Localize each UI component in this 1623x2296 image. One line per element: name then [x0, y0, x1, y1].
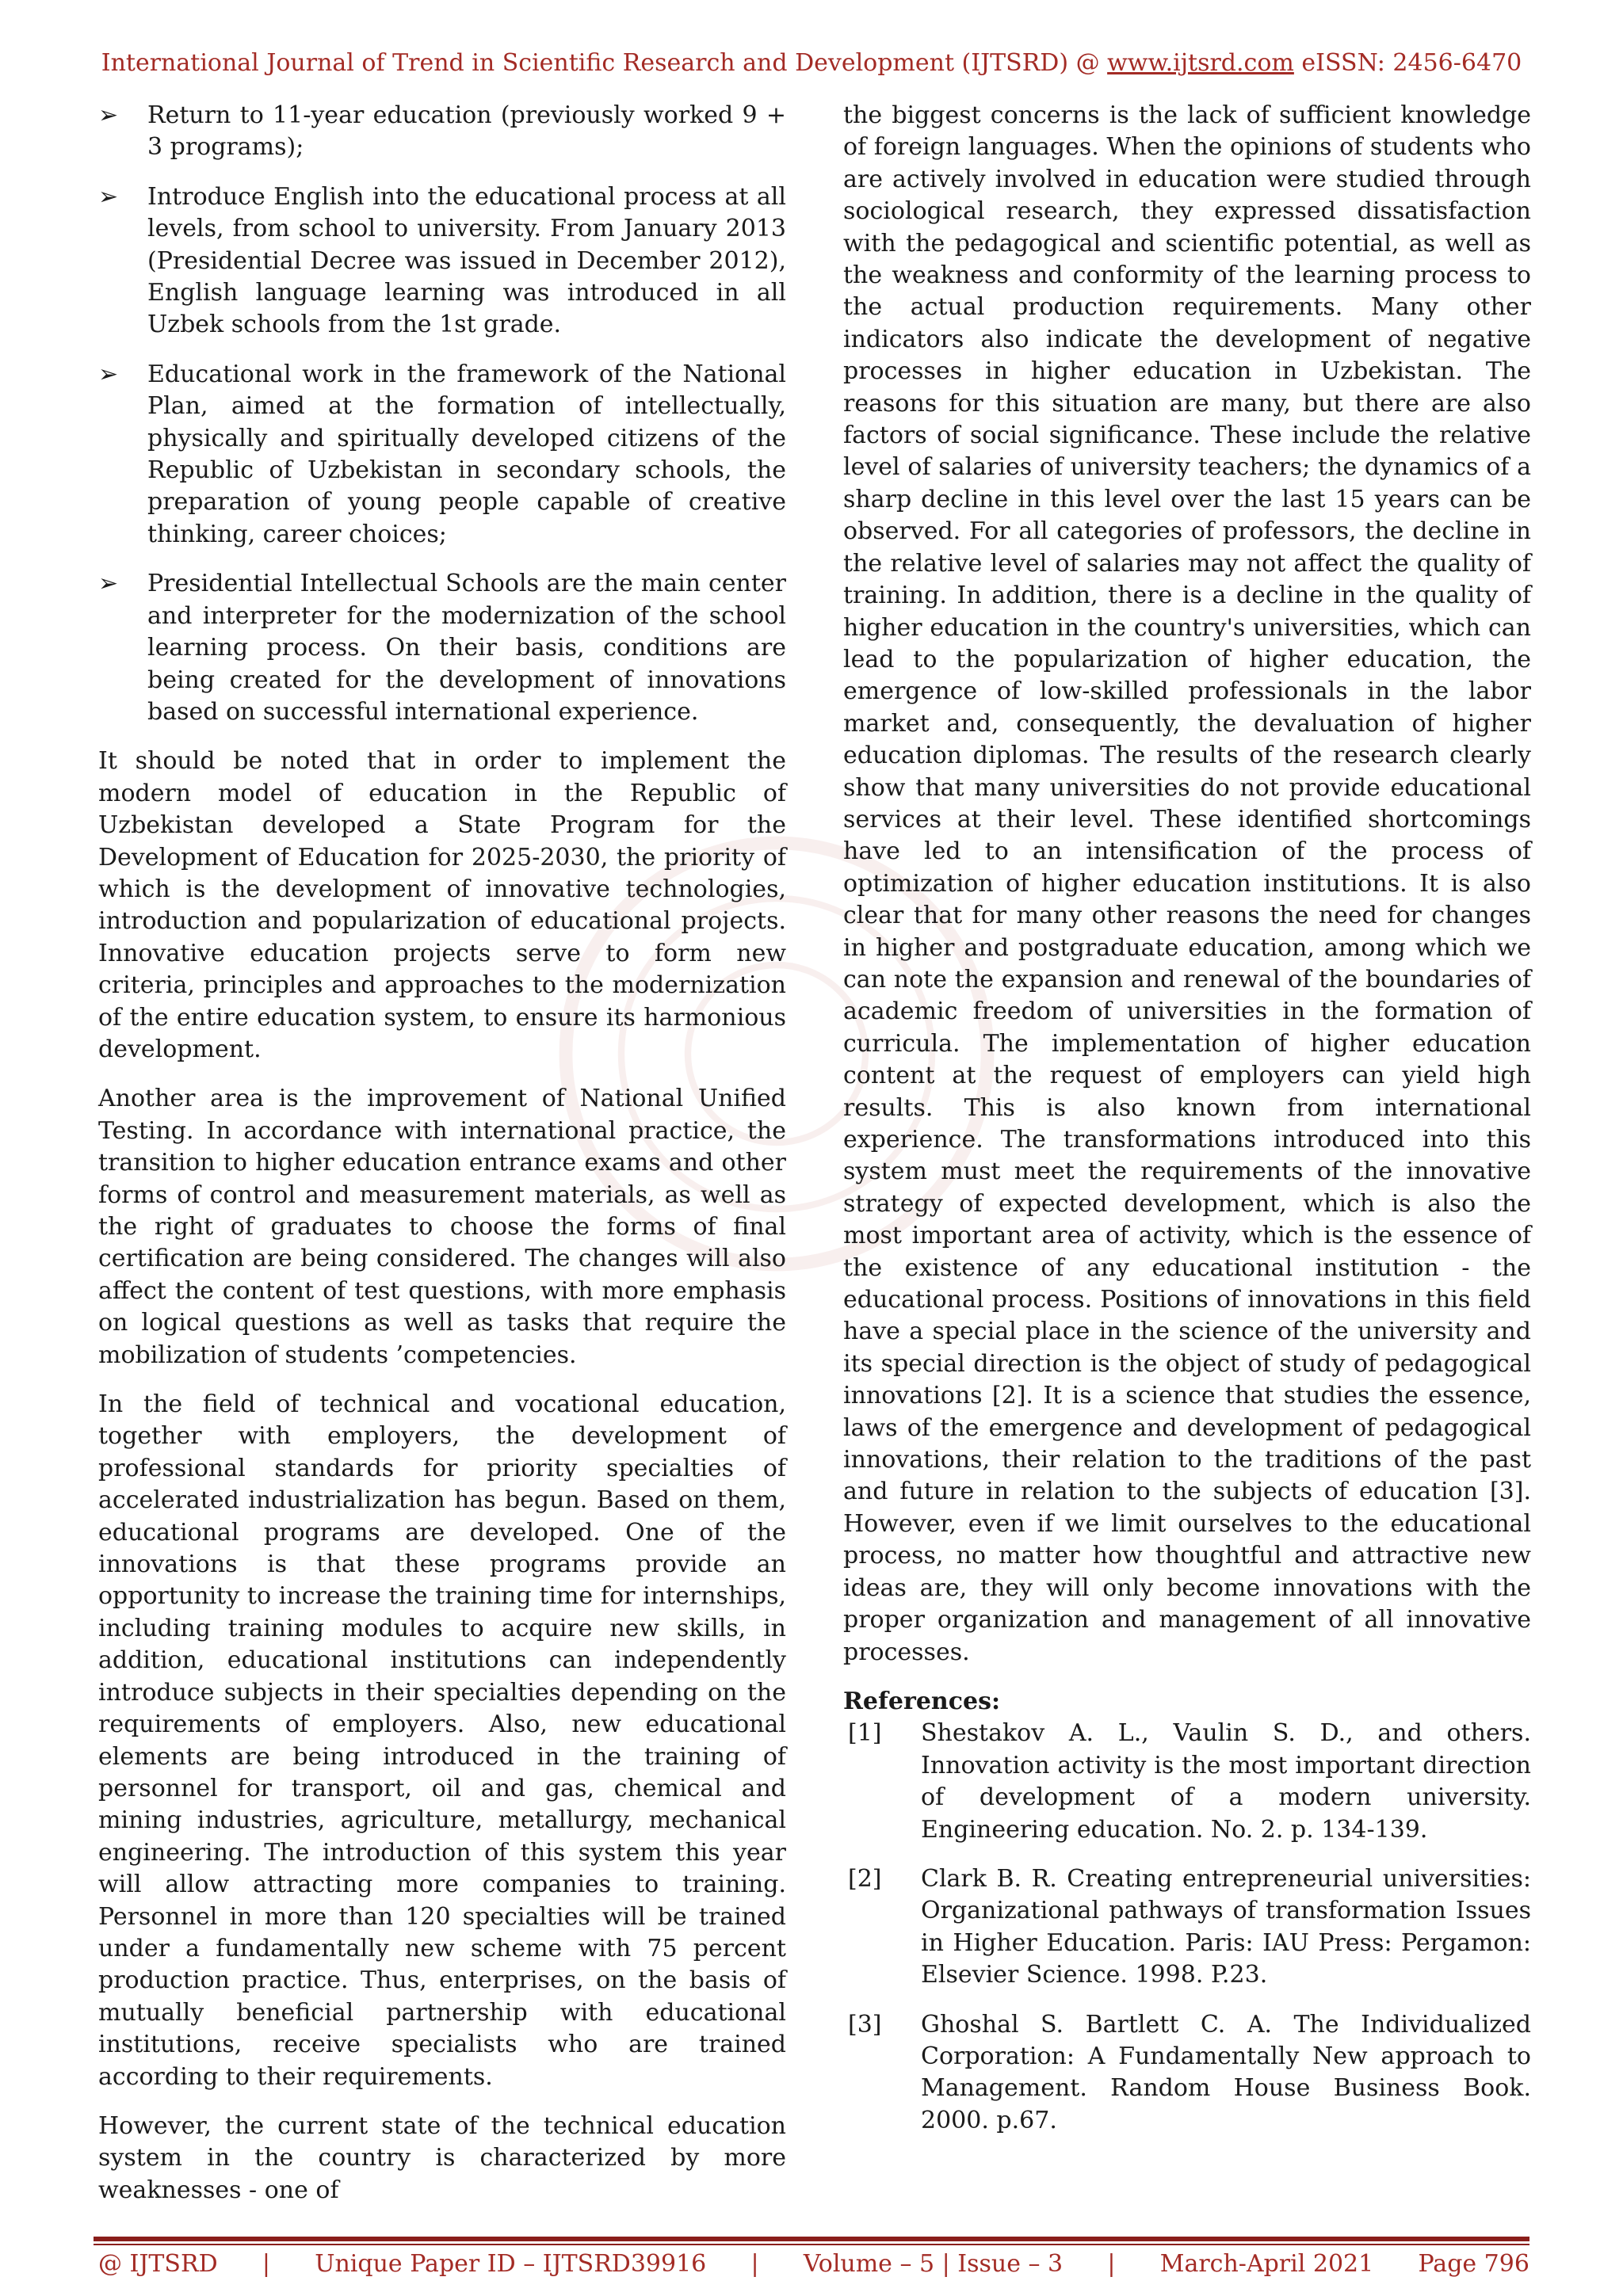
footer-paper-id: Unique Paper ID – IJTSRD39916 — [315, 2250, 707, 2278]
bullet-text: Presidential Intellectual Schools are the main center and interpreter for the modernization of the school learning process. On their basis, conditions are being created for the development of innovations based on successful international experience. — [147, 570, 786, 726]
body-paragraph: In the field of technical and vocational education, together with employers, the development of professional standards for priority specialties of accelerated industrialization has begun. Based on them, educational programs are developed. One of the innovations is that these programs provide an opportunity to increase the training time for internships, including training modules to acquire new skills, in addition, educational institutions can independently introduce subjects in their specialties depending on the requirements of employers. Also, new educational elements are being introduced in the training of personnel for transport, oil and gas, chemical and mining industries, agriculture, metallurgy, mechanical engineering. The introduction of this system this year will allow attracting more companies to training. Personnel in more than 120 specialties will be trained under a fundamentally new scheme with 75 percent production practice. Thus, enterprises, on the basis of mutually beneficial partnership with educational institutions, receive specialists who are trained according to their requirements. — [98, 1390, 786, 2091]
body-paragraph: However, the current state of the technical education system in the country is characterized by more weaknesses - one of — [98, 2111, 786, 2204]
references-heading: References: — [843, 1687, 1001, 1715]
journal-header — [0, 49, 1623, 77]
body-paragraph: It should be noted that in order to implement the modern model of education in the Republic of Uzbekistan developed a State Program for the Development of Education for 2025-2030, the priority of which is the development of innovative technologies, introduction and popularization of educational projects. Innovative education projects serve to form new criteria, principles and approaches to the modernization of the entire education system, to ensure its harmonious development. — [98, 747, 786, 1063]
footer-publisher: @ IJTSRD — [98, 2250, 218, 2278]
right-column — [843, 100, 1531, 2154]
arrow-bullet-icon: ➢ — [98, 182, 119, 211]
body-paragraph: the biggest concerns is the lack of sufficient knowledge of foreign languages. When the opinions of students who are actively involved in education were studied through sociological research, they expressed dissatisfaction with the pedagogical and scientific potential, as well as the weakness and conformity of the learning process to the actual production requirements. Many other indicators also indicate the development of negative processes in higher education in Uzbekistan. The reasons for this situation are many, but there are also factors of social significance. These include the relative level of salaries of university teachers; the dynamics of a sharp decline in this level over the last 15 years can be observed. For all categories of professors, the decline in the relative level of salaries may not affect the quality of training. In addition, there is a decline in the quality of higher education in the country's universities, which can lead to the popularization of higher education, the emergence of low-skilled professionals in the labor market and, consequently, the devaluation of higher education diplomas. The results of the research clearly show that many universities do not provide educational services at their level. These identified shortcomings have led to an intensification of the process of optimization of higher education institutions. It is also clear that for many other reasons the need for changes in higher and postgraduate education, among which we can note the expansion and renewal of the boundaries of academic freedom of universities in the formation of curricula. The implementation of higher education content at the request of employers can yield high results. This is also known from international experience. The transformations introduced into this system must meet the requirements of the innovative strategy of expected development, which is also the most important area of activity, which is the essence of the existence of any educational institution - the educational process. Positions of innovations in this field have a special place in the science of the university and its special direction is the object of study of pedagogical innovations [2]. It is a science that studies the essence, laws of the emergence and development of pedagogical innovations, their relation to the traditions of the past and future in relation to the subjects of education [3]. However, even if we limit ourselves to the educational process, no matter how thoughtful and attractive new ideas are, they will only become innovations with the proper organization and management of all innovative processes. — [843, 101, 1531, 1666]
bullet-text: Return to 11-year education (previously worked 9 + 3 programs); — [147, 101, 786, 162]
footer-separator: | — [750, 2250, 759, 2278]
reference-item — [843, 1718, 1531, 1846]
footer-volume-issue: Volume – 5 | Issue – 3 — [803, 2250, 1064, 2278]
footer-separator: | — [1107, 2250, 1116, 2278]
header-title: International Journal of Trend in Scientific Research and Development (IJTSRD) @ — [101, 49, 1108, 77]
reference-text: Shestakov A. L., Vaulin S. D., and others. Innovation activity is the most important direction of development of a modern university. Engineering education. No. 2. p. 134-139. — [921, 1719, 1531, 1844]
footer-separator: | — [262, 2250, 270, 2278]
body-paragraph: Another area is the improvement of National Unified Testing. In accordance with international practice, the transition to higher education entrance exams and other forms of control and measurement materials, as well as the right of graduates to choose the forms of final certification are being considered. The changes will also affect the content of test questions, with more emphasis on logical questions as well as tasks that require the mobilization of students ’competencies. — [98, 1085, 786, 1369]
bullet-item — [98, 100, 786, 164]
bullet-item — [98, 181, 786, 341]
bullet-item — [98, 359, 786, 551]
footer-date: March-April 2021 — [1159, 2250, 1374, 2278]
reference-number: [2] — [848, 1864, 882, 1893]
reference-number: [3] — [848, 2010, 882, 2039]
bullet-text: Educational work in the framework of the National Plan, aimed at the formation of intellectually, physically and spiritually developed citizens of the Republic of Uzbekistan in secondary schools, the preparation of young people capable of creative thinking, career choices; — [147, 360, 786, 548]
reference-text: Clark B. R. Creating entrepreneurial universities: Organizational pathways of transformation Issues in Higher Education. Paris: IAU Press: Pergamon: Elsevier Science. 1998. P.23. — [921, 1864, 1531, 1989]
bullet-item — [98, 568, 786, 728]
bullet-text: Introduce English into the educational process at all levels, from school to university. From January 2013 (Presidential Decree was issued in December 2012), English language learning was introduced in all Uzbek schools from the 1st grade. — [147, 182, 786, 339]
reference-number: [1] — [848, 1719, 882, 1748]
journal-website-link[interactable]: www.ijtsrd.com — [1107, 49, 1294, 77]
reference-text: Ghoshal S. Bartlett C. A. The Individualized Corporation: A Fundamentally New approach to Management. Random House Business Book. 2000. p.67. — [921, 2010, 1531, 2134]
page-footer — [98, 2250, 1529, 2278]
header-issn: eISSN: 2456-6470 — [1293, 49, 1522, 77]
reference-item — [843, 2009, 1531, 2138]
footer-rule — [94, 2237, 1529, 2241]
footer-page-number: Page 796 — [1418, 2250, 1529, 2278]
footer-rule-thin — [94, 2244, 1529, 2245]
left-column — [98, 100, 786, 2224]
arrow-bullet-icon: ➢ — [98, 360, 119, 388]
reference-item — [843, 1863, 1531, 1992]
arrow-bullet-icon: ➢ — [98, 570, 119, 598]
arrow-bullet-icon: ➢ — [98, 101, 119, 129]
